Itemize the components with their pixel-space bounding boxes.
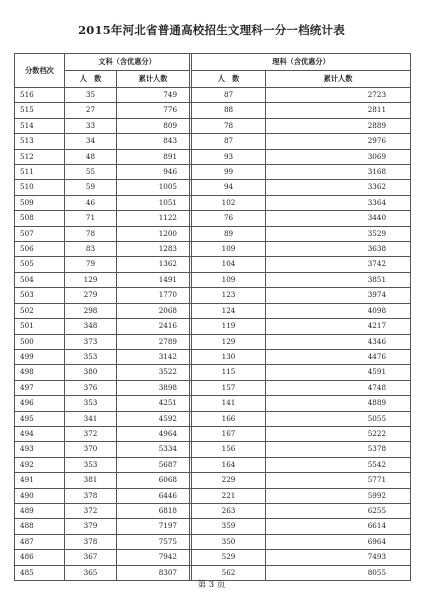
score-cell: 496 xyxy=(15,396,65,411)
table-row xyxy=(15,503,411,518)
like-people-cell: 93 xyxy=(192,149,266,164)
like-people-cell: 359 xyxy=(192,519,266,534)
table-row xyxy=(15,257,411,272)
wenke-cumulative-cell: 809 xyxy=(117,118,190,133)
score-cell: 497 xyxy=(15,380,65,395)
page-number: 第 3 页 xyxy=(197,580,226,590)
like-cumulative-cell: 4748 xyxy=(266,380,411,395)
like-cumulative-cell: 3069 xyxy=(266,149,411,164)
table-row xyxy=(15,134,411,149)
like-cumulative-cell: 2976 xyxy=(266,134,411,149)
table-row xyxy=(15,426,411,441)
wenke-cumulative-cell: 5334 xyxy=(117,442,190,457)
wenke-cumulative-cell: 2416 xyxy=(117,319,190,334)
table-row xyxy=(15,180,411,195)
score-cell: 511 xyxy=(15,165,65,180)
table-row xyxy=(15,365,411,380)
wenke-cumulative-cell: 8307 xyxy=(117,565,190,580)
table-row xyxy=(15,319,411,334)
table-row xyxy=(15,349,411,364)
like-people-cell: 104 xyxy=(192,257,266,272)
wenke-people-cell: 279 xyxy=(65,288,117,303)
score-cell: 512 xyxy=(15,149,65,164)
wenke-people-cell: 378 xyxy=(65,534,117,549)
score-cell: 504 xyxy=(15,272,65,287)
table-row xyxy=(15,519,411,534)
like-cumulative-cell: 3742 xyxy=(266,257,411,272)
wenke-people-header: 人 数 xyxy=(65,71,117,88)
like-cumulative-cell: 3974 xyxy=(266,288,411,303)
wenke-cumulative-cell: 1283 xyxy=(117,242,190,257)
like-people-cell: 87 xyxy=(192,88,266,103)
wenke-cumulative-cell: 1122 xyxy=(117,211,190,226)
table-row xyxy=(15,118,411,133)
wenke-people-cell: 298 xyxy=(65,303,117,318)
like-group-header: 理科（含优惠分） xyxy=(192,54,411,71)
table-row xyxy=(15,303,411,318)
score-cell: 500 xyxy=(15,334,65,349)
wenke-cumulative-header: 累计人数 xyxy=(117,71,190,88)
wenke-people-cell: 33 xyxy=(65,118,117,133)
table-row xyxy=(15,442,411,457)
wenke-people-cell: 370 xyxy=(65,442,117,457)
like-people-cell: 99 xyxy=(192,165,266,180)
score-table xyxy=(14,53,411,581)
wenke-cumulative-cell: 1770 xyxy=(117,288,190,303)
like-cumulative-cell: 7493 xyxy=(266,550,411,565)
like-cumulative-cell: 2889 xyxy=(266,118,411,133)
wenke-cumulative-cell: 1362 xyxy=(117,257,190,272)
wenke-people-cell: 78 xyxy=(65,226,117,241)
like-cumulative-cell: 4217 xyxy=(266,319,411,334)
wenke-cumulative-cell: 2789 xyxy=(117,334,190,349)
wenke-people-cell: 367 xyxy=(65,550,117,565)
wenke-cumulative-cell: 749 xyxy=(117,88,190,103)
wenke-people-cell: 46 xyxy=(65,195,117,210)
wenke-people-cell: 83 xyxy=(65,242,117,257)
wenke-cumulative-cell: 1005 xyxy=(117,180,190,195)
like-people-cell: 141 xyxy=(192,396,266,411)
like-people-cell: 164 xyxy=(192,457,266,472)
wenke-cumulative-cell: 891 xyxy=(117,149,190,164)
like-people-cell: 87 xyxy=(192,134,266,149)
like-people-cell: 89 xyxy=(192,226,266,241)
like-people-cell: 109 xyxy=(192,242,266,257)
wenke-people-cell: 372 xyxy=(65,503,117,518)
wenke-people-cell: 55 xyxy=(65,165,117,180)
score-cell: 502 xyxy=(15,303,65,318)
wenke-cumulative-cell: 776 xyxy=(117,103,190,118)
like-cumulative-cell: 5542 xyxy=(266,457,411,472)
like-people-cell: 156 xyxy=(192,442,266,457)
wenke-people-cell: 372 xyxy=(65,426,117,441)
wenke-people-cell: 27 xyxy=(65,103,117,118)
table-row xyxy=(15,288,411,303)
table-row xyxy=(15,242,411,257)
wenke-people-cell: 353 xyxy=(65,349,117,364)
like-people-cell: 263 xyxy=(192,503,266,518)
wenke-people-cell: 380 xyxy=(65,365,117,380)
like-cumulative-cell: 8055 xyxy=(266,565,411,580)
score-cell: 505 xyxy=(15,257,65,272)
like-people-cell: 88 xyxy=(192,103,266,118)
wenke-people-cell: 79 xyxy=(65,257,117,272)
wenke-cumulative-cell: 7197 xyxy=(117,519,190,534)
wenke-people-cell: 34 xyxy=(65,134,117,149)
like-cumulative-cell: 3168 xyxy=(266,165,411,180)
wenke-people-cell: 379 xyxy=(65,519,117,534)
wenke-cumulative-cell: 4592 xyxy=(117,411,190,426)
table-row xyxy=(15,88,411,103)
score-cell: 508 xyxy=(15,211,65,226)
score-cell: 486 xyxy=(15,550,65,565)
wenke-people-cell: 376 xyxy=(65,380,117,395)
like-people-cell: 562 xyxy=(192,565,266,580)
like-people-header: 人 数 xyxy=(192,71,266,88)
wenke-people-cell: 381 xyxy=(65,473,117,488)
wenke-people-cell: 341 xyxy=(65,411,117,426)
wenke-people-cell: 48 xyxy=(65,149,117,164)
wenke-cumulative-cell: 946 xyxy=(117,165,190,180)
score-cell: 488 xyxy=(15,519,65,534)
like-cumulative-cell: 5771 xyxy=(266,473,411,488)
wenke-cumulative-cell: 7575 xyxy=(117,534,190,549)
wenke-cumulative-cell: 843 xyxy=(117,134,190,149)
table-row xyxy=(15,411,411,426)
score-cell: 515 xyxy=(15,103,65,118)
score-cell: 516 xyxy=(15,88,65,103)
header-row-groups xyxy=(15,54,411,71)
like-cumulative-cell: 5378 xyxy=(266,442,411,457)
wenke-people-cell: 373 xyxy=(65,334,117,349)
wenke-cumulative-cell: 6818 xyxy=(117,503,190,518)
wenke-people-cell: 353 xyxy=(65,457,117,472)
like-people-cell: 130 xyxy=(192,349,266,364)
like-people-cell: 78 xyxy=(192,118,266,133)
wenke-cumulative-cell: 1051 xyxy=(117,195,190,210)
like-cumulative-cell: 4591 xyxy=(266,365,411,380)
like-cumulative-cell: 3851 xyxy=(266,272,411,287)
wenke-cumulative-cell: 6068 xyxy=(117,473,190,488)
like-people-cell: 166 xyxy=(192,411,266,426)
score-cell: 492 xyxy=(15,457,65,472)
like-cumulative-cell: 3362 xyxy=(266,180,411,195)
like-people-cell: 167 xyxy=(192,426,266,441)
table-row xyxy=(15,272,411,287)
like-cumulative-cell: 4476 xyxy=(266,349,411,364)
score-cell: 485 xyxy=(15,565,65,580)
wenke-cumulative-cell: 4964 xyxy=(117,426,190,441)
page-title: 2015年河北省普通高校招生文理科一分一档统计表 xyxy=(78,23,345,37)
wenke-people-cell: 59 xyxy=(65,180,117,195)
header-row-sub xyxy=(15,71,411,88)
score-cell: 487 xyxy=(15,534,65,549)
score-cell: 510 xyxy=(15,180,65,195)
score-cell: 493 xyxy=(15,442,65,457)
table-row xyxy=(15,195,411,210)
table-row xyxy=(15,165,411,180)
wenke-cumulative-cell: 6446 xyxy=(117,488,190,503)
like-cumulative-cell: 3638 xyxy=(266,242,411,257)
score-cell: 513 xyxy=(15,134,65,149)
table-row xyxy=(15,334,411,349)
wenke-people-cell: 365 xyxy=(65,565,117,580)
wenke-cumulative-cell: 3898 xyxy=(117,380,190,395)
like-people-cell: 529 xyxy=(192,550,266,565)
like-people-cell: 350 xyxy=(192,534,266,549)
like-people-cell: 102 xyxy=(192,195,266,210)
table-row xyxy=(15,550,411,565)
wenke-people-cell: 129 xyxy=(65,272,117,287)
score-cell: 494 xyxy=(15,426,65,441)
like-cumulative-cell: 4098 xyxy=(266,303,411,318)
wenke-cumulative-cell: 3522 xyxy=(117,365,190,380)
table-row xyxy=(15,226,411,241)
like-people-cell: 221 xyxy=(192,488,266,503)
score-column-header: 分数档次 xyxy=(15,54,65,88)
table-row xyxy=(15,473,411,488)
table-row xyxy=(15,211,411,226)
like-people-cell: 115 xyxy=(192,365,266,380)
like-people-cell: 94 xyxy=(192,180,266,195)
score-cell: 507 xyxy=(15,226,65,241)
like-cumulative-header: 累计人数 xyxy=(266,71,411,88)
wenke-people-cell: 348 xyxy=(65,319,117,334)
score-cell: 514 xyxy=(15,118,65,133)
table-body xyxy=(15,88,411,581)
wenke-cumulative-cell: 1491 xyxy=(117,272,190,287)
like-people-cell: 124 xyxy=(192,303,266,318)
like-people-cell: 129 xyxy=(192,334,266,349)
table-row xyxy=(15,534,411,549)
like-people-cell: 119 xyxy=(192,319,266,334)
score-cell: 509 xyxy=(15,195,65,210)
score-cell: 506 xyxy=(15,242,65,257)
wenke-cumulative-cell: 3142 xyxy=(117,349,190,364)
wenke-people-cell: 353 xyxy=(65,396,117,411)
table-row xyxy=(15,457,411,472)
like-cumulative-cell: 3364 xyxy=(266,195,411,210)
table-row xyxy=(15,380,411,395)
like-people-cell: 229 xyxy=(192,473,266,488)
wenke-cumulative-cell: 2068 xyxy=(117,303,190,318)
like-people-cell: 157 xyxy=(192,380,266,395)
like-cumulative-cell: 2811 xyxy=(266,103,411,118)
wenke-people-cell: 378 xyxy=(65,488,117,503)
score-cell: 501 xyxy=(15,319,65,334)
wenke-cumulative-cell: 7942 xyxy=(117,550,190,565)
wenke-cumulative-cell: 1200 xyxy=(117,226,190,241)
wenke-cumulative-cell: 4251 xyxy=(117,396,190,411)
like-cumulative-cell: 6255 xyxy=(266,503,411,518)
score-cell: 490 xyxy=(15,488,65,503)
like-cumulative-cell: 6964 xyxy=(266,534,411,549)
like-cumulative-cell: 2723 xyxy=(266,88,411,103)
like-cumulative-cell: 5222 xyxy=(266,426,411,441)
like-people-cell: 123 xyxy=(192,288,266,303)
wenke-group-header: 文科（含优惠分） xyxy=(65,54,190,71)
wenke-cumulative-cell: 5687 xyxy=(117,457,190,472)
like-cumulative-cell: 4889 xyxy=(266,396,411,411)
like-cumulative-cell: 4346 xyxy=(266,334,411,349)
table-row xyxy=(15,396,411,411)
score-cell: 503 xyxy=(15,288,65,303)
wenke-people-cell: 35 xyxy=(65,88,117,103)
score-cell: 499 xyxy=(15,349,65,364)
wenke-people-cell: 71 xyxy=(65,211,117,226)
score-cell: 495 xyxy=(15,411,65,426)
like-cumulative-cell: 3440 xyxy=(266,211,411,226)
score-cell: 498 xyxy=(15,365,65,380)
score-cell: 491 xyxy=(15,473,65,488)
table-row xyxy=(15,103,411,118)
table-row xyxy=(15,149,411,164)
like-cumulative-cell: 6614 xyxy=(266,519,411,534)
score-cell: 489 xyxy=(15,503,65,518)
like-cumulative-cell: 5992 xyxy=(266,488,411,503)
table-row xyxy=(15,488,411,503)
like-cumulative-cell: 5055 xyxy=(266,411,411,426)
like-cumulative-cell: 3529 xyxy=(266,226,411,241)
like-people-cell: 109 xyxy=(192,272,266,287)
like-people-cell: 76 xyxy=(192,211,266,226)
